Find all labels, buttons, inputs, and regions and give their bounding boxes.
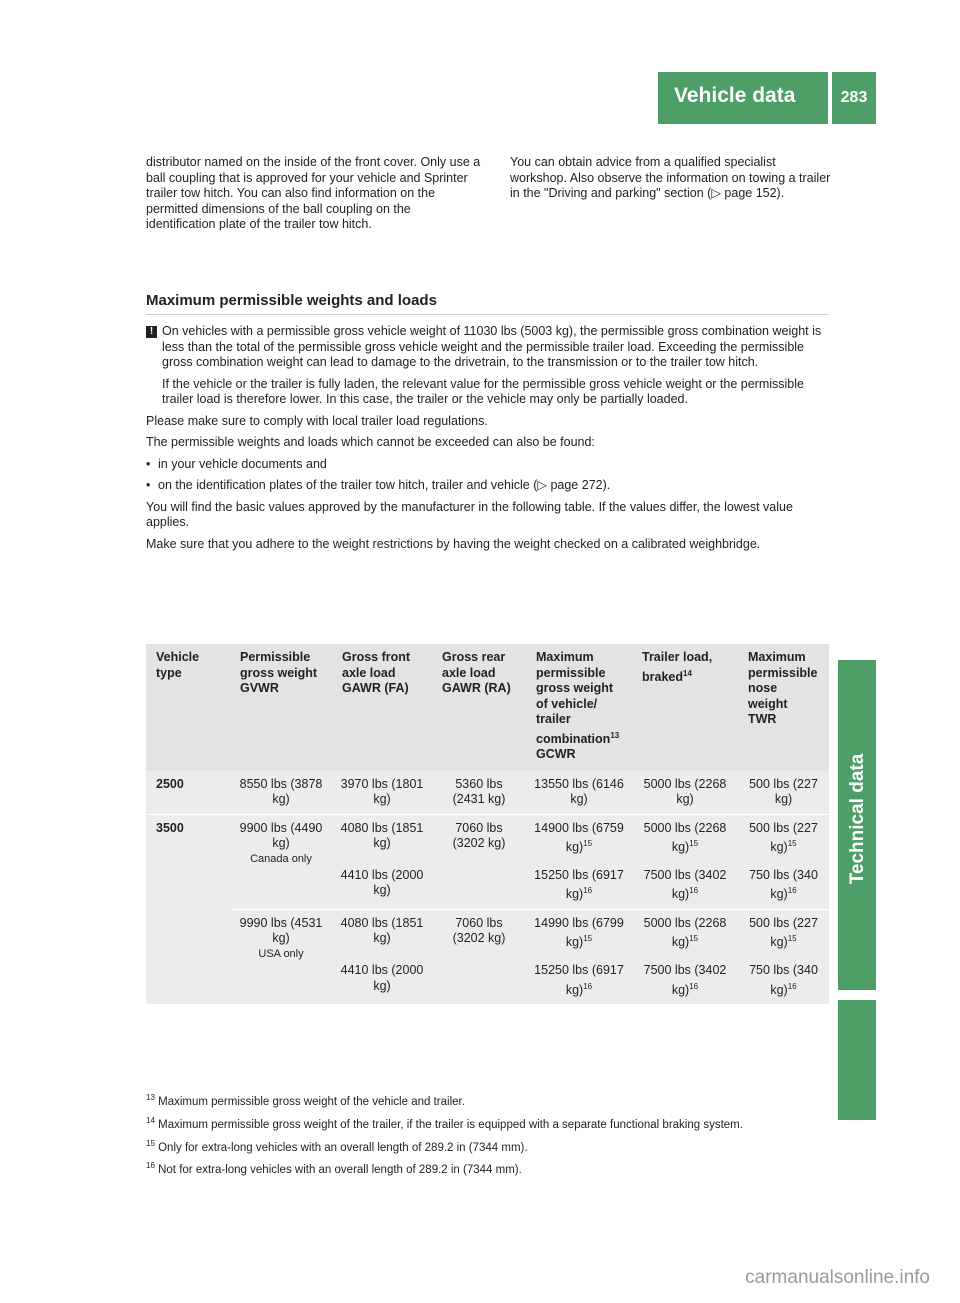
trailer-value: 7500 lbs (3402 kg) — [643, 867, 727, 902]
table-row — [146, 909, 829, 957]
col-header-gvwr: Permissible gross weight GVWR — [230, 644, 332, 771]
gcwr-value: 14900 lbs (6759 kg) — [534, 820, 624, 855]
cell-trailer-load: 5000 lbs (2268 kg) — [632, 771, 738, 814]
col-header-rear-axle: Gross rear axle load GAWR (RA) — [432, 644, 526, 771]
table-row — [146, 771, 829, 814]
bullet-icon: • — [146, 478, 151, 492]
footnote-ref: 13 — [610, 730, 620, 740]
intro-left-text: distributor named on the inside of the front cover. Only use a ball coupling that is approved for your vehicle and Sprinter trailer tow hitch. You can also find information on the permitted dimensions of the ball coupling on the identification plate of the trailer tow hitch. — [146, 155, 481, 231]
footnote-ref: 15 — [583, 934, 593, 944]
gcwr-value: 15250 lbs (6917 kg) — [534, 867, 624, 902]
cell-gvwr — [230, 814, 332, 909]
cell-front-axle: 4080 lbs (1851 kg) — [332, 909, 432, 957]
footnote — [146, 1090, 830, 1110]
intro-right-text: You can obtain advice from a qualified specialist workshop. Also observe the information on towing a trailer in the "Driving and parking" section (▷ page 152). — [510, 155, 831, 200]
footnote-number: 16 — [146, 1161, 155, 1171]
section-tab-block — [838, 1000, 876, 1120]
table-header-row — [146, 644, 829, 771]
cell-trailer-load — [632, 909, 738, 957]
trailer-value: 5000 lbs (2268 kg) — [643, 915, 727, 950]
gcwr-value: 14990 lbs (6799 kg) — [534, 915, 624, 950]
footnote-ref: 16 — [689, 981, 699, 991]
warning-text-2: If the vehicle or the trailer is fully laden, the relevant value for the permissible gross vehicle weight or the permissible trailer load is therefore lower. In this case, the trailer or the vehicle may only be partially loaded. — [162, 376, 804, 406]
paragraph: Please make sure to comply with local trailer load regulations. — [146, 413, 488, 428]
cell-rear-axle: 7060 lbs (3202 kg) — [432, 909, 526, 1004]
section-tab-label: Technical data — [847, 753, 868, 885]
bullet-text: in your vehicle documents and — [158, 456, 327, 471]
bullet-item — [146, 478, 830, 494]
watermark: carmanualsonline.info — [745, 1267, 930, 1288]
cell-nose-weight — [738, 814, 829, 862]
intro-right-column — [510, 155, 832, 202]
cell-front-axle: 4410 lbs (2000 kg) — [332, 957, 432, 1004]
cell-rear-axle: 7060 lbs (3202 kg) — [432, 814, 526, 909]
cell-gcwr — [526, 862, 632, 909]
intro-left-column — [146, 155, 482, 233]
warning-text-1: On vehicles with a permissible gross vehicle weight of 11030 lbs (5003 kg), the permissible gross combination weight is less than the total of the permissible gross vehicle weight and the permissible trailer load. Exceeding the permissible gross combination weight can lead to damage to the drivetrain, to the transmission or to the trailer tow hitch. — [162, 324, 822, 369]
cell-nose-weight: 500 lbs (227 kg) — [738, 771, 829, 814]
cell-trailer-load — [632, 862, 738, 909]
table-row — [146, 814, 829, 862]
heading-rule — [146, 314, 829, 315]
footnote-ref: 16 — [787, 981, 797, 991]
bullet-item — [146, 457, 830, 473]
body-text — [146, 324, 830, 558]
cell-front-axle: 4080 lbs (1851 kg) — [332, 814, 432, 862]
col-header-gcwr — [526, 644, 632, 771]
col-header-front-axle: Gross front axle load GAWR (FA) — [332, 644, 432, 771]
footnote-ref: 16 — [583, 886, 593, 896]
market-note: USA only — [258, 947, 304, 960]
footnote-number: 15 — [146, 1138, 155, 1148]
cell-nose-weight — [738, 862, 829, 909]
cell-vehicle-type: 3500 — [146, 814, 230, 1005]
cell-nose-weight — [738, 909, 829, 957]
cell-gcwr: 13550 lbs (6146 kg) — [526, 771, 632, 814]
cell-gvwr — [230, 909, 332, 1004]
footnote-ref: 15 — [689, 839, 699, 849]
warning-icon: ! — [146, 326, 157, 338]
cell-gcwr — [526, 957, 632, 1004]
twr-value: 500 lbs (227 kg) — [749, 915, 818, 950]
col-header-trailer-text: Trailer load, braked — [642, 650, 713, 684]
cell-gvwr: 8550 lbs (3878 kg) — [230, 771, 332, 814]
cell-rear-axle: 5360 lbs (2431 kg) — [432, 771, 526, 814]
footnote-text: Only for extra-long vehicles with an overall length of 289.2 in (7344 mm). — [158, 1141, 528, 1154]
footnote-ref: 15 — [787, 839, 797, 849]
twr-value: 500 lbs (227 kg) — [749, 820, 818, 855]
footnote-ref: 16 — [787, 886, 797, 896]
footnote-text: Maximum permissible gross weight of the vehicle and trailer. — [158, 1095, 465, 1108]
footnote — [146, 1158, 830, 1178]
bullet-text: on the identification plates of the trailer tow hitch, trailer and vehicle (▷ page 272). — [158, 478, 611, 492]
bullet-icon: • — [146, 456, 151, 471]
weights-table — [146, 644, 829, 1004]
footnotes — [146, 1090, 830, 1181]
trailer-value: 5000 lbs (2268 kg) — [643, 820, 727, 855]
col-header-gcwr-text: Maximum permissible gross weight of vehicle/ trailer combination — [536, 650, 614, 746]
footnote-number: 13 — [146, 1093, 155, 1102]
footnote-ref: 15 — [689, 934, 699, 944]
cell-gcwr — [526, 909, 632, 957]
warning-note — [146, 324, 830, 408]
footnote-text: Not for extra-long vehicles with an overall length of 289.2 in (7344 mm). — [158, 1164, 522, 1177]
cell-trailer-load — [632, 957, 738, 1004]
footnote-ref: 16 — [689, 886, 699, 896]
cell-front-axle: 3970 lbs (1801 kg) — [332, 771, 432, 814]
page-number: 283 — [832, 72, 876, 124]
section-heading: Maximum permissible weights and loads — [146, 292, 437, 309]
footnote-number: 14 — [146, 1115, 155, 1125]
footnote — [146, 1136, 830, 1156]
paragraph: You will find the basic values approved by the manufacturer in the following table. If the values differ, the lowest value applies. — [146, 499, 793, 529]
footnote-ref: 15 — [583, 839, 593, 849]
gvwr-value: 9990 lbs (4531 kg) — [239, 915, 323, 946]
col-header-trailer-load — [632, 644, 738, 771]
section-tab — [838, 660, 876, 990]
footnote — [146, 1113, 830, 1133]
footnote-ref: 14 — [683, 668, 692, 678]
twr-value: 750 lbs (340 kg) — [749, 963, 818, 997]
gcwr-value: 15250 lbs (6917 kg) — [534, 963, 624, 997]
paragraph: Make sure that you adhere to the weight restrictions by having the weight checked on a calibrated weighbridge. — [146, 536, 761, 551]
cell-front-axle: 4410 lbs (2000 kg) — [332, 862, 432, 909]
col-header-vehicle-type: Vehicle type — [146, 644, 230, 771]
gvwr-value: 9900 lbs (4490 kg) — [239, 820, 323, 851]
cell-trailer-load — [632, 814, 738, 862]
cell-vehicle-type: 2500 — [146, 771, 230, 814]
footnote-text: Maximum permissible gross weight of the trailer, if the trailer is equipped with a separate functional braking system. — [158, 1118, 743, 1131]
market-note: Canada only — [250, 852, 312, 865]
twr-value: 750 lbs (340 kg) — [749, 867, 818, 902]
footnote-ref: 15 — [787, 934, 797, 944]
col-header-nose-weight: Maximum permissible nose weight TWR — [738, 644, 829, 771]
footnote-ref: 16 — [583, 981, 593, 991]
col-header-gcwr-abbr: GCWR — [536, 747, 576, 762]
paragraph: The permissible weights and loads which cannot be exceeded can also be found: — [146, 435, 595, 449]
page-title: Vehicle data — [674, 84, 796, 107]
cell-nose-weight — [738, 957, 829, 1004]
trailer-value: 7500 lbs (3402 kg) — [643, 963, 727, 997]
cell-gcwr — [526, 814, 632, 862]
